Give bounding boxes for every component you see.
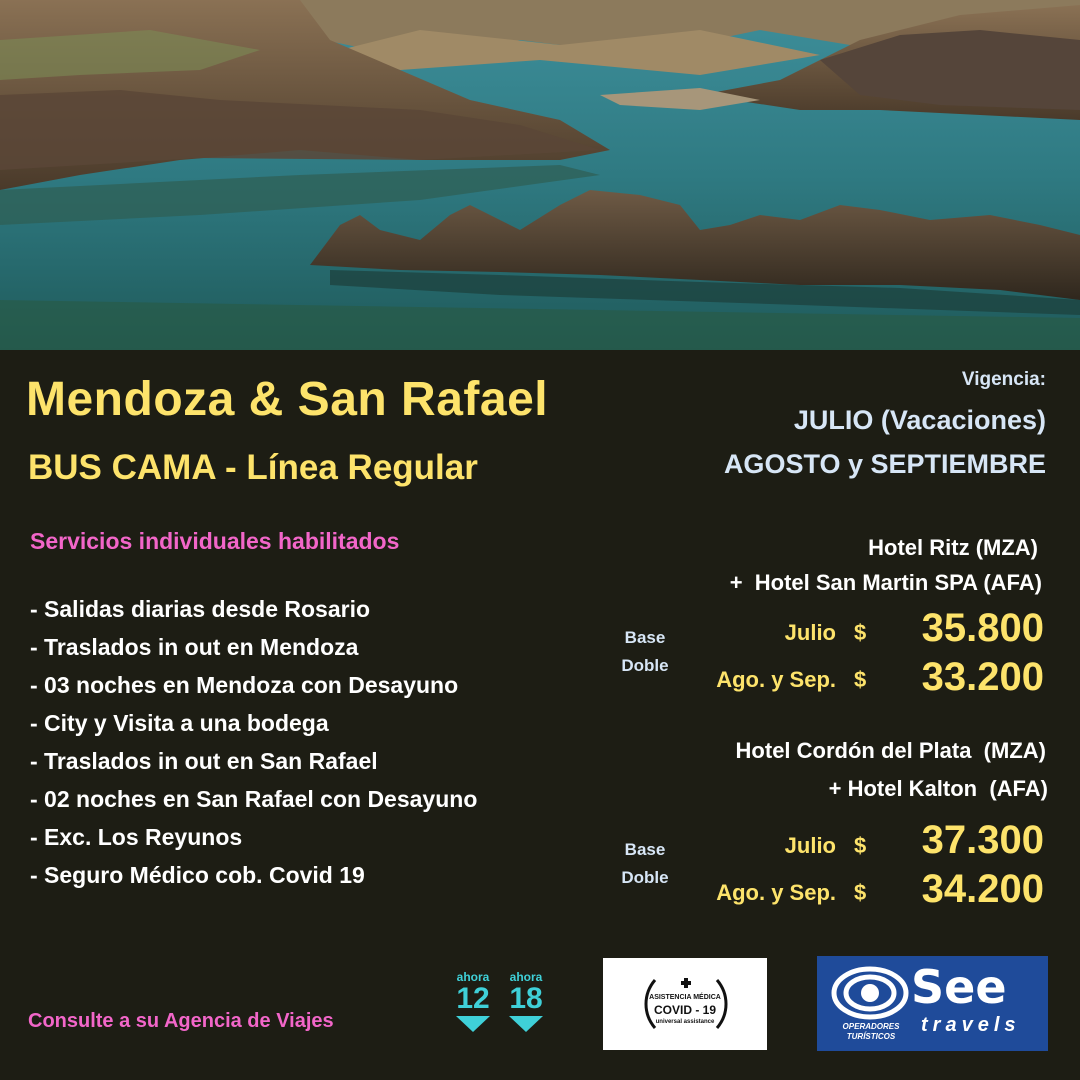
see-travels-logo: [817, 956, 1048, 1051]
down-arrow-icon: [509, 1016, 543, 1032]
list-item: - Salidas diarias desde Rosario: [30, 596, 371, 622]
cuotas-number: 18: [509, 982, 543, 1015]
package-1-price-ago-sep: 33.200: [921, 655, 1044, 699]
eye-logo-icon: [831, 966, 909, 1020]
page-subtitle: BUS CAMA - Línea Regular: [28, 448, 478, 487]
package-2-currency-ago-sep: $: [854, 880, 867, 905]
package-2-price-label-julio: Julio: [784, 833, 836, 858]
covid-badge-line3: universal assistance: [655, 1019, 715, 1025]
logo-operators-text: [831, 1022, 911, 1042]
covid-assistance-badge: [603, 958, 767, 1050]
down-arrow-icon: [456, 1016, 490, 1032]
base-label: Base: [624, 840, 666, 859]
package-2-currency-julio: $: [854, 833, 867, 858]
ahora-label: ahora: [509, 970, 543, 984]
services-list: [30, 590, 590, 894]
ops-line2: TURÍSTICOS: [846, 1032, 896, 1041]
ahora-18-badge: [505, 970, 547, 1032]
ahora-12-badge: [452, 970, 494, 1032]
list-item: - 02 noches en San Rafael con Desayuno: [30, 786, 478, 812]
ops-line1: OPERADORES: [842, 1022, 900, 1031]
package-2-price-julio: 37.300: [921, 818, 1044, 862]
ahora-label: ahora: [456, 970, 490, 984]
vigencia-line-julio: JULIO (Vacaciones): [793, 405, 1046, 435]
vigencia-line-agosto-septiembre: AGOSTO y SEPTIEMBRE: [723, 449, 1046, 479]
list-item: - City y Visita a una bodega: [30, 710, 329, 736]
logo-sub-text: travels: [921, 1014, 1021, 1036]
package-2-price-label-ago-sep: Ago. y Sep.: [716, 880, 836, 905]
page-title: Mendoza & San Rafael: [26, 373, 549, 426]
list-item: - Traslados in out en San Rafael: [30, 748, 378, 774]
vigencia-label: Vigencia:: [961, 369, 1046, 390]
list-item: - Exc. Los Reyunos: [30, 824, 243, 850]
cuotas-number: 12: [456, 982, 490, 1015]
package-1-hotel-mendoza: Hotel Ritz (MZA): [868, 535, 1038, 560]
package-1-price-label-ago-sep: Ago. y Sep.: [716, 667, 836, 692]
package-1-currency-julio: $: [854, 620, 867, 645]
package-1-price-julio: 35.800: [921, 606, 1044, 650]
package-2-hotel-mendoza: Hotel Cordón del Plata (MZA): [735, 738, 1046, 763]
doble-label: Doble: [621, 656, 669, 675]
covid-badge-line1: ASISTENCIA MÉDICA: [649, 994, 721, 1001]
list-item: - 03 noches en Mendoza con Desayuno: [30, 672, 459, 698]
hero-photo-lake-landscape: [0, 0, 1080, 350]
list-item: - Seguro Médico cob. Covid 19: [30, 862, 365, 888]
contact-agency-text: Consulte a su Agencia de Viajes: [28, 1010, 334, 1032]
package-1-currency-ago-sep: $: [854, 667, 867, 692]
list-item: - Traslados in out en Mendoza: [30, 634, 359, 660]
package-1-hotel-san-rafael: + Hotel San Martin SPA (AFA): [729, 570, 1042, 595]
doble-label: Doble: [621, 868, 669, 887]
package-1-price-label-julio: Julio: [784, 620, 836, 645]
base-label: Base: [624, 628, 666, 647]
services-heading: Servicios individuales habilitados: [30, 528, 400, 554]
package-2-hotel-san-rafael: + Hotel Kalton (AFA): [828, 776, 1048, 801]
package-2-price-ago-sep: 34.200: [921, 867, 1044, 911]
covid-badge-line2: COVID - 19: [653, 1003, 716, 1017]
logo-brand-text: See: [911, 960, 1007, 1014]
